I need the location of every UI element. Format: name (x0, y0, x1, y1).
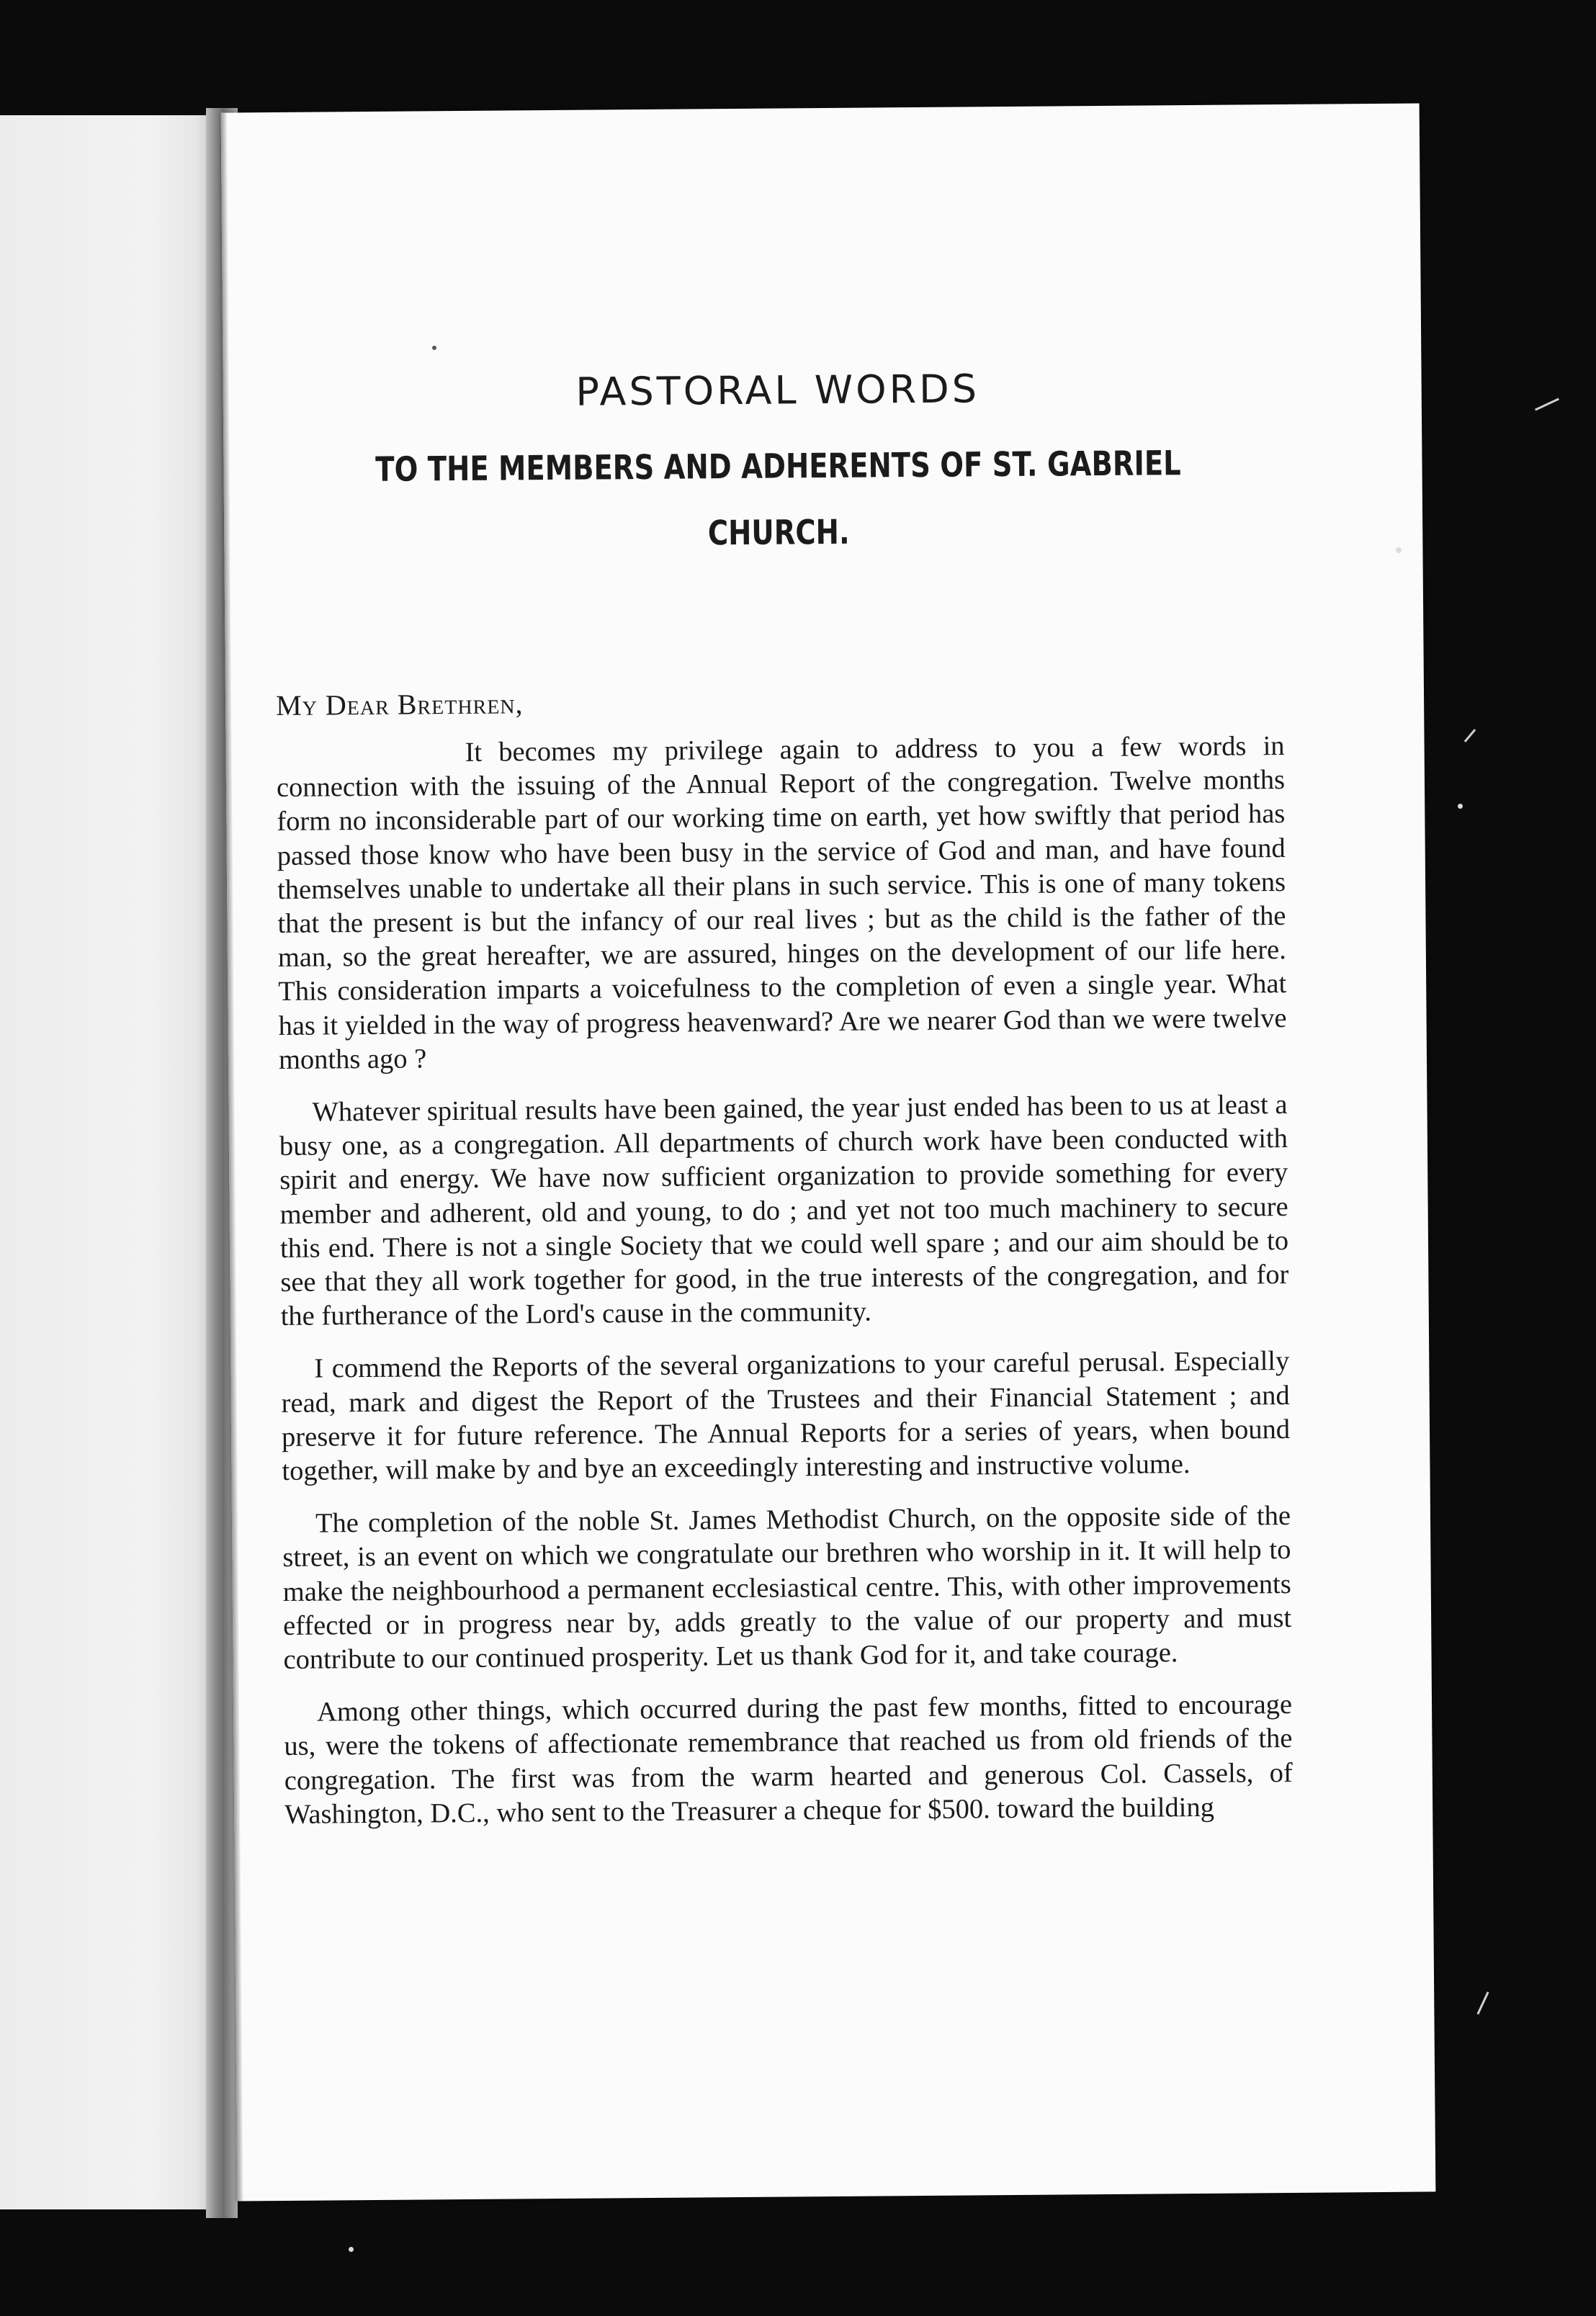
dust-speck (349, 2247, 354, 2252)
letter-body (276, 730, 1293, 1832)
salutation: My Dear Brethren, (275, 687, 524, 722)
paragraph-1: It becomes my privilege again to address to you a few words in connection with the issuing of the Annual Report of the congregation. Twelve months form no inconsiderable part of our working time on earth, yet how swiftly that period has passed those know who have been busy in the service of God and man, and have found themselves unable to undertake all their plans in such service. This is one of many tokens that the present is but the infancy of our real lives ; but as the child is the father of the man, so the great hereafter, we are assured, hinges on the development of our life here. This consideration imparts a voicefulness to the completion of even a single year. What has it yielded in the way of progress heavenward? Are we nearer God than we were twelve months ago ? (276, 731, 1287, 1075)
dust-scratch (1476, 1991, 1489, 2014)
dust-scratch (1535, 398, 1559, 411)
page-subtitle: TO THE MEMBERS AND ADHERENTS OF ST. GABRIEL CHURCH. (375, 444, 1181, 554)
paragraph-5: Among other things, which occurred during the past few months, fitted to encourage us, were the tokens of affectionate remembrance that reached us from old friends of the congregation. The first was from the warm hearted and generous Col. Cassels, of Washington, D.C., who sent to the Treasurer a cheque for $500. toward the building (284, 1689, 1293, 1830)
paragraph-3: I commend the Reports of the several organizations to your careful perusal. Especially read, mark and digest the Report of the Trustees and their Financial Statement ; and preserve it for future reference. The Annual Reports for a series of years, when bound together, will make by and bye an exceedingly interesting and instructive volume. (281, 1346, 1291, 1487)
dust-speck (432, 346, 436, 350)
left-blank-page (0, 115, 213, 2209)
dust-speck (1396, 547, 1402, 553)
paragraph-2: Whatever spiritual results have been gained, the year just ended has been to us at least a busy one, as a congregation. All departments of church work have been conducted with spirit and energy. We have now sufficient organization to provide something for every member and adherent, old and young, to do ; and yet not too much machinery to secure this end. There is not a single Society that we could well spare ; and our aim should be to see that they all work together for good, in the true interests of the congregation, and for the furtherance of the Lord's cause in the community. (279, 1090, 1289, 1332)
page-title: PASTORAL WORDS (575, 366, 980, 415)
printed-page (221, 104, 1436, 2201)
dust-speck (1458, 804, 1463, 809)
dust-scratch (1464, 729, 1476, 742)
page-content (272, 104, 1293, 1830)
paragraph-4: The completion of the noble St. James Methodist Church, on the opposite side of the street, is an event on which we congratulate our brethren who worship in it. It will help to make the neighbourhood a permanent ecclesiastical centre. This, with other improvements effected or in progress near by, adds greatly to the value of our property and must contribute to our continued prosperity. Let us thank God for it, and take courage. (282, 1501, 1292, 1676)
